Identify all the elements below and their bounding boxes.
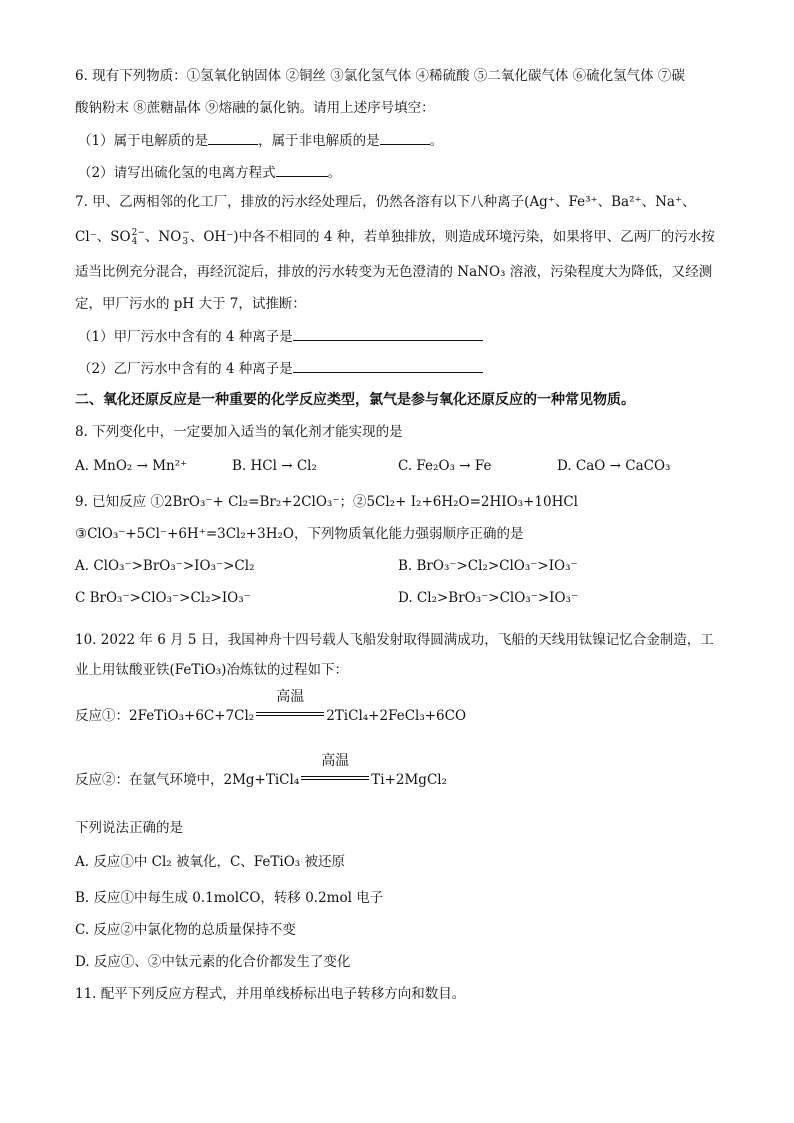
answer-blank[interactable] bbox=[293, 358, 483, 373]
q8-option-b[interactable]: B. HCl → Cl₂ bbox=[232, 458, 317, 474]
q9-option-c[interactable]: C BrO₃⁻>ClO₃⁻>Cl₂>IO₃⁻ bbox=[75, 590, 251, 606]
high-temperature-condition bbox=[299, 753, 371, 790]
q6-sub1-text-b: ，属于非电解质的是 bbox=[258, 133, 380, 149]
sulfate-ion-formula: SO 2− 4 bbox=[110, 227, 145, 247]
answer-blank[interactable] bbox=[293, 326, 483, 341]
q9-line2: ③ClO₃⁻+5Cl⁻+6H⁺=3Cl₂+3H₂O，下列物质氧化能力强弱顺序正确的是 bbox=[75, 526, 524, 542]
q10-line2: 业上用钛酸亚铁(FeTiO₃)冶炼钛的过程如下： bbox=[75, 662, 348, 678]
reaction-1-products: 2TiCl₄+2FeCl₃+6CO bbox=[326, 708, 467, 724]
q6-sub1 bbox=[78, 130, 443, 151]
q7-sub2 bbox=[78, 358, 483, 379]
q8-option-d[interactable]: D. CaO → CaCO₃ bbox=[557, 458, 671, 474]
q10-option-d[interactable]: D. 反应①、②中钛元素的化合价都发生了变化 bbox=[75, 954, 351, 970]
reaction-2 bbox=[75, 753, 447, 790]
q7-line3: 适当比例充分混合，再经沉淀后，排放的污水转变为无色澄清的 NaNO₃ 溶液，污染程度大为降低，又经测 bbox=[75, 264, 713, 280]
answer-blank[interactable] bbox=[276, 162, 328, 177]
q10-option-b[interactable]: B. 反应①中每生成 0.1molCO，转移 0.2mol 电子 bbox=[75, 890, 384, 906]
q6-line2: 酸钠粉末 ⑧蔗糖晶体 ⑨熔融的氯化钠。请用上述序号填空： bbox=[75, 100, 435, 116]
q10-option-c[interactable]: C. 反应②中氯化物的总质量保持不变 bbox=[75, 922, 296, 938]
answer-blank[interactable] bbox=[208, 130, 258, 145]
q6-sub2 bbox=[78, 162, 341, 183]
q7-line2-pre: Cl⁻、 bbox=[75, 229, 111, 245]
q8-option-a[interactable]: A. MnO₂ → Mn²⁺ bbox=[75, 458, 188, 474]
q9-option-d[interactable]: D. Cl₂>BrO₃⁻>ClO₃⁻>IO₃⁻ bbox=[398, 590, 579, 606]
condition-label: 高温 bbox=[276, 689, 305, 705]
reaction-2-products: Ti+2MgCl₂ bbox=[371, 772, 447, 788]
q10-option-a[interactable]: A. 反应①中 Cl₂ 被氧化，C、FeTiO₃ 被还原 bbox=[75, 854, 346, 870]
section-heading: 二、氧化还原反应是一种重要的化学反应类型，氯气是参与氧化还原反应的一种常见物质。 bbox=[75, 392, 635, 408]
q7-line1: 7. 甲、乙两相邻的化工厂，排放的污水经处理后，仍然各溶有以下八种离子(Ag⁺、Fe³⁺、Ba²⁺、Na⁺、 bbox=[75, 194, 696, 210]
high-temperature-condition bbox=[254, 689, 326, 726]
q7-sub1-text: （1）甲厂污水中含有的 4 种离子是 bbox=[78, 329, 293, 345]
q7-sub1 bbox=[78, 326, 483, 347]
q6-sub1-text-a: （1）属于电解质的是 bbox=[78, 133, 209, 149]
reaction-1-reactants: 反应①：2FeTiO₃+6C+7Cl₂ bbox=[75, 708, 255, 724]
q11-line1: 11. 配平下列反应方程式，并用单线桥标出电子转移方向和数目。 bbox=[75, 986, 466, 1002]
condition-label: 高温 bbox=[321, 753, 350, 769]
q7-sub2-text: （2）乙厂污水中含有的 4 种离子是 bbox=[78, 361, 293, 377]
q6-sub2-text-b: 。 bbox=[327, 165, 342, 181]
q7-line2: Cl⁻、SO 2− 4 、NO − 3 、OH⁻)中各不相同的 4 种，若单独排放，则造成环境污染，如果将甲、乙两厂的污水按 bbox=[75, 227, 715, 247]
answer-blank[interactable] bbox=[380, 130, 430, 145]
q8-stem: 8. 下列变化中，一定要加入适当的氧化剂才能实现的是 bbox=[75, 424, 403, 440]
reaction-2-reactants: 反应②：在氩气环境中，2Mg+TiCl₄ bbox=[75, 772, 300, 788]
q6-sub1-text-c: 。 bbox=[429, 133, 444, 149]
q7-line4: 定，甲厂污水的 pH 大于 7，试推断： bbox=[75, 296, 306, 312]
q9-option-b[interactable]: B. BrO₃⁻>Cl₂>ClO₃⁻>IO₃⁻ bbox=[398, 558, 578, 574]
reaction-1 bbox=[75, 689, 467, 726]
q8-option-c[interactable]: C. Fe₂O₃ → Fe bbox=[398, 458, 492, 474]
q10-stem: 下列说法正确的是 bbox=[75, 820, 183, 836]
q6-line1: 6. 现有下列物质：①氢氧化钠固体 ②铜丝 ③氯化氢气体 ④稀硫酸 ⑤二氧化碳气体 ⑥硫化氢气体 ⑦碳 bbox=[75, 68, 685, 84]
q9-line1: 9. 已知反应 ①2BrO₃⁻+ Cl₂=Br₂+2ClO₃⁻；②5Cl₂+ I₂+6H₂O=2HIO₃+10HCl bbox=[75, 494, 578, 510]
q10-line1: 10. 2022 年 6 月 5 日，我国神舟十四号载人飞船发射取得圆满成功，飞船的天线用钛镍记忆合金制造，工 bbox=[75, 632, 714, 648]
q7-line2-post: 、OH⁻)中各不相同的 4 种，若单独排放，则造成环境污染，如果将甲、乙两厂的污水按 bbox=[189, 229, 715, 245]
q6-sub2-text-a: （2）请写出硫化氢的电离方程式 bbox=[78, 165, 276, 181]
q9-option-a[interactable]: A. ClO₃⁻>BrO₃⁻>IO₃⁻>Cl₂ bbox=[75, 558, 255, 574]
